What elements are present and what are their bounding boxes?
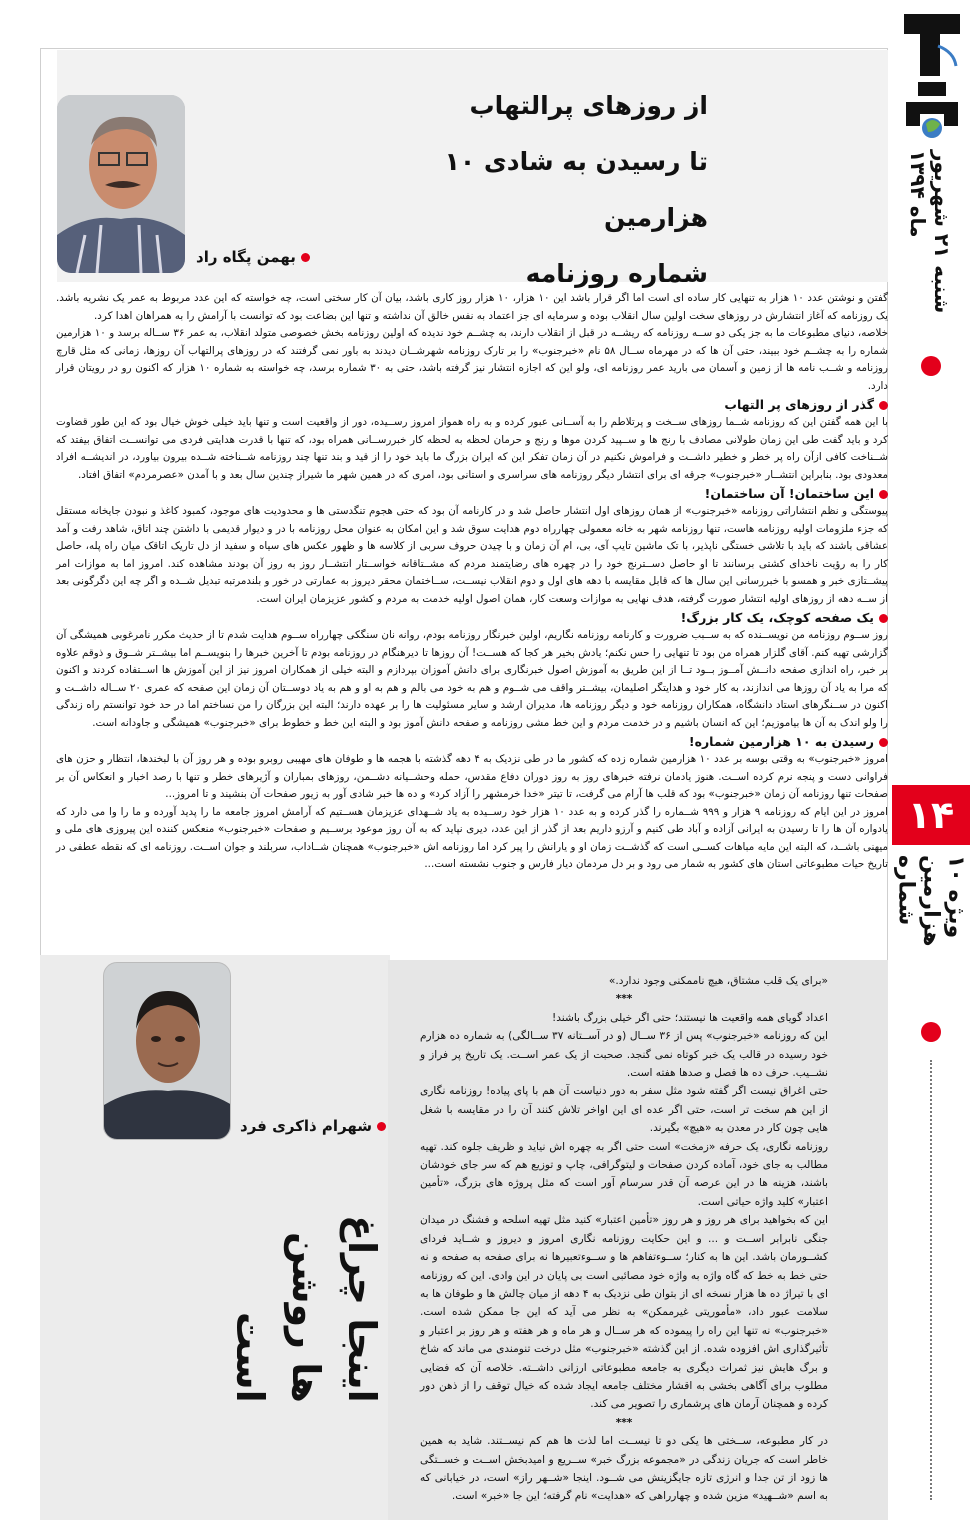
paragraph: در کار مطبوعه، ســختی ها یکی دو تا نیســت اما لذت ها هم کم نیســتند. شاید به همین خاطر است که جریان زندگی در «مجموعه بزرگ خبر» ســریع و امیدبخش اســت و خســتگی ها زود از تن جدا و انرژی تازه جایگزینش می شــود. اینجا «شــهر راز» است، در خیابانی که به اسم «شــهید» مزین شده و چهارراهی که «هدایت» نام گرفته؛ این جا «خبر» است. [420, 1435, 828, 1503]
column-text [420, 972, 828, 1506]
section-heading: رسیدن به ۱۰ هزارمین شماره! [56, 732, 888, 751]
paragraph: اعداد گویای همه واقعیت ها نیستند؛ حتی اگر خیلی بزرگ باشند! [551, 1011, 828, 1024]
author-byline [196, 248, 310, 266]
paragraph: این که بخواهید برای هر روز و هر روز «تأمین اعتبار» کنید مثل تهیه اسلحه و فشنگ در میدان جنگی نابرابر اســت و ... و این حکایت روزنامه نگاری امروز و دیروز و شــاید فردای کشــورمان باشد. این ها به کنار؛ ســوءتفاهم ها و ســوءتعبیرها نه برای صفحه به صفحه و نه حتی خط به خط که گاه واژه به واژه خود مصائبی است بی پایان در این وادی. این که روزنامه ای با تیراژ ده ها هزار نسخه ای از بتوان طی نزدیک به ۴ دهه از میان چالش ها و طوفان ها به سلامت عبور داد، «مأموریتی غیرممکن» به نظر می آید که این جا ممکن شده است. «خبرجنوب» نه تنها این راه را پیموده که هر ســال و هر ماه و هر هفته و هر روز بر اعتبار و تأثیرگذاری اش افزوده شده. از این گذشته «خبرجنوب» مثل درخت تنومندی می ماند که شاخ و برگ هایش نیز ثمرات دیگری به جامعه مطبوعاتی ارزانی داشــته. خلاصه آن که فضایی مطلوب برای آگاهی بخشی به اقشار مختلف جامعه ایجاد شده که خیال توقف را از ذهن دور کرده و همچنان آرمان های پرشماری را تصویر می کند. [420, 1214, 828, 1411]
author-photo [57, 95, 185, 273]
headline-line-3: شماره روزنامه [525, 259, 708, 288]
closing-paragraph: امروز در این ایام که روزنامه ۹ هزار و ۹۹۹ شــماره را گذر کرده و به عدد ۱۰ هزار خود رســیده به یاد شــهدای عزیزمان هســتیم که آرامش امروز جامعه ما را پدید آورده و ما را وا می دارد که یادواره آن ها را تا رسیدن به ایرانی آزاده و آباد طی کنیم و آرزو داریم بعد از گذر از این عدد، دیری نپاید که به آن روز موعود برســیم و صفحات «خبرجنوب» منعکس کننده این پیروزی های ملی و میهنی باشــد، که البته این مایه مباهات کســی است که گذشــت زمان او و یارانش را پیر کرد اما روزنامه اش «خبرجنوب» همچنان شــاداب، سربلند و جوان اســت. روزنامه ای که نقطه عطفی در تاریخ حیات مطبوعاتی استان های کشور به شمار می رود و بر دل مردمان دیار فارس و جنوب نشسته است... [56, 805, 888, 870]
section-heading: این ساختمان! آن ساختمان! [56, 484, 888, 503]
author-photo [103, 962, 231, 1140]
dotted-divider [930, 1060, 932, 1500]
author-name: شهرام ذاکری فرد [240, 1117, 373, 1135]
red-bullet-icon [377, 1122, 386, 1131]
headline [388, 78, 708, 302]
author-portrait-icon [57, 95, 185, 273]
quote-paragraph: «برای یک قلب مشتاق، هیچ ناممکنی وجود ندارد.» [608, 975, 828, 987]
headline-line-1: از روزهای پرالتهاب [469, 91, 708, 120]
paragraph: روزنامه نگاری، یک حرفه «زمخت» است حتی اگر به چهره اش نیاید و ظریف جلوه کند. تهیه مطالب به جای خود، آماده کردن صفحات و لیتوگرافی، چاپ و توزیع هم که سر جای خودشان باشند، هزینه ها در این عرصه آن قدر سرسام آور است که مثل پروژه های بزرگ، «تأمین اعتبار» کلید واژه حیاتی است. [420, 1140, 828, 1208]
page-number-badge: ۱۴ [892, 785, 970, 845]
red-bullet-icon [879, 738, 888, 747]
author-name: بهمن پگاه راد [196, 248, 296, 266]
author-portrait-icon [104, 963, 231, 1140]
intro-paragraph: خلاصه، دنیای مطبوعات ما به جز یکی دو ســه روزنامه که ریشــه در قبل از انقلاب دارند، به چشــم خود ندیده که اولین روزنامه بخش خصوصی متولد انقلاب، به عمر ۳۶ ســاله برسد و ۱۰ هزارمین شماره را به چشــم خود ببیند، حتی آن ها که در مهرماه ســال ۵۸ نام «خبرجنوب» را بر تارک روزنامه شهرشــان دیدند به باور نمی گرفتند که در روزهای پرالتهاب آن روزها، زمانی که مثل قارچ روزنامه و شــب نامه ها از زمین و آسمان می بارید عمر روزنامه ای، ولو این که اجازه انتشار نیز گرفته باشد، حتی به ۳۰ شماره برسد، چه خواسته به شماره ۱۰ هزار که اکنون رو در رویتان قرار دارد. [56, 327, 889, 392]
intro-paragraph: گفتن و نوشتن عدد ۱۰ هزار به تنهایی کار ساده ای است اما اگر قرار باشد این ۱۰ هزار، ۱۰ هزار روز کاری باشد، بیان آن کار سختی است، چه خواسته که این عدد مربوط به عمر یک نشریه باشد. یک روزنامه که آغاز انتشارش در روزهای سخت اولین سال انقلاب بوده و سرمایه ای جز اعتماد به نفس خالق آن نداشته و تنها این بضاعت بود که توانست با آرامش را به همراهان اهدا کرد. [56, 292, 888, 322]
paragraph: حتی اغراق نیست اگر گفته شود مثل سفر به دور دنیاست آن هم با پای پیاده! روزنامه نگاری از این هم سخت تر است، حتی اگر عده ای این اواخر تلاش کنند آن را در مقایسه با شغل هایی چون کار در معدن به «هیچ» بگیرند. [420, 1085, 828, 1135]
red-bullet-icon [879, 614, 888, 623]
red-bullet-icon [301, 253, 310, 262]
section-heading: یک صفحه کوچک، یک کار بزرگ! [56, 608, 888, 627]
separator-stars: *** [615, 1416, 633, 1429]
section-text: روز ســوم روزنامه من نویســنده که به ســبب ضرورت و کارنامه روزنامه نگاریم، اولین خبرنگار روزنامه بودم، روانه نان سنگکی چهارراه ســوم هدایت شدم تا از حدیث مکرر نامرغوبی همیشگی آن گزارشی تهیه کنم. آقای گلزار همراه من بود تا تنهایی را حس نکنم؛ یادش بخیر هر کجا که هســت! آن روزها تا دیرهنگام در روزنامه بودم تا آخرین خبرها را بنویســم اما بیشــتر شــوق و ذوقم علاوه بر خبر، راه اندازی صفحه دانــش آمــوز بــود تــا از این طریق به آموزش اصول خبرنگاری برای دانش آموزان بپردازم و البته خیلی از همکاران امروز نیز از این آموزش ها اســتفاده کردند و اکنون که مرا به یاد آن روزها می اندازند، به کار خود و هدایتگر اصلیمان، بیشــتر واقف می شــوم و هم به خود می بالم و هم به او و هم به یاد دوســتان آن زمان این صفحه که عمری ۲۰ ســاله داشــت و اکنون در ســنگرهای استاد دانشگاه، همکاران روزنامه خود و دیگر روزنامه ها، مدیران ارشد و سایر مسئولیت ها را بر عهده دارند؛ البته این بزرگان را من نساختم اما در حد خود توانستم راه زندگی را ولو اندک به آن ها بیاموزیم؛ این که انسان باشیم و در خدمت مردم و این خط مشی روزنامه و صفحه دانش آموز بود و البته این خط و خطوط برای «خبرجنوب» همیشگی و جاودانه است. [56, 629, 889, 729]
red-dot-icon [921, 1022, 941, 1042]
issue-date: شنبه ۲۱ شهریور ماه ۱۳۹۴ [906, 150, 954, 314]
paragraph: این که روزنامه «خبرجنوب» پس از ۳۶ ســال (و در آســتانه ۳۷ ســالگی) به شماره ده هزارم خود رسیده در قالب یک خبر کوتاه نمی گنجد. صحبت از یک عمر اســت. یک تاریخ پر فراز و نشــیب. حرف ده ها فصل و صدها هفته است. [420, 1030, 828, 1080]
section-text: امروز «خبرجنوب» به وقتی بوسه بر عدد ۱۰ هزارمین شماره زده که کشور ما در طی نزدیک به ۴ دهه گذشته با هجمه ها و طوفان های مهیبی روبرو بوده و هر روز آن با لبخندها، انتظار و حزن های فراوانی دست و پنجه نرم کرده اســت. هنوز یادمان نرفته خبرهای روز به روز دوران دفاع مقدس، حمله وحشــیانه دشــمن، روزهای بمباران و آژیرهای خطر و تنها با رصد اخبار و انعکاس آن بر صفحات تنها روزنامه آن زمان «خبرجنوب» بود که قلب ها آرام می گرفت، تا تیتر «خدا خرمشهر را آزاد کرد» و ده ها خبر شادی آور به زیور صفحات آن بنشیند و تا امروز... [56, 753, 889, 800]
red-bullet-icon [879, 401, 888, 410]
red-dot-icon [921, 356, 941, 376]
article-body [56, 290, 888, 874]
red-bullet-icon [879, 490, 888, 499]
headline-line-2: تا رسیدن به شادی ۱۰ هزارمین [444, 147, 708, 232]
author-byline [240, 1117, 386, 1135]
khabar-jonoob-logo-icon [896, 6, 968, 138]
special-issue-label: ویژه ۱۰ هزارمین شماره [893, 855, 969, 947]
right-rail [892, 0, 970, 1519]
separator-stars: *** [615, 993, 633, 1006]
section-text: پیوستگی و نظم انتشاراتی روزنامه «خبرجنوب» از همان روزهای اول انتشار حاصل شد و در کارنامه آن بود که حتی هجوم تنگدستی ها و محدودیت های موجود، کمبود کاغذ و نبودن جایخانه مستقل که جزء ملزومات اولیه روزنامه هاست، تنها روزنامه شهر به خانه معمولی چهارراه دوم هدایت سوق شد و این امکان به عنوان محل روزنامه با در و دیوار قدیمی با داشتن چند اتاق، شاهد رفت و آمد عشاقی باشند که باید با تلاشی خستگی ناپذیر، با تک ماشین تایپ آی، بی، ام آن زمان و با چیدن حروف سربی از کلاسه ها و ظهور عکس های سیاه و سفید از دل تاریک اتاقک میان راه پله، حاصل کار را به رؤیت ناخدای کشتی برسانند تا او حاصل دســترنج خود را در چهره های رضایتمند مردم که مشــتاقانه خواســتار انتشــار روز به روز آن بودند مشاهده کند. امروز اما به موازات امر پیشــتازی خبر و همسو با خبررسانی این سال ها که قابل مقایسه با دهه های اول و دوم انقلاب نیســت، ســاختمان محقر دیروز به عمارتی در خور و بلندمرتبه تبدیل شــده و اگر چه این دگرگونی بعد از ســه دهه از روزهای اولیه انتشار صورت گرفته، هدف نهایی به موازات وسعت کار، همان اصول اولیه خدمت به مردم و کشور عزیزمان ایران است. [56, 505, 888, 605]
article-title: اینجا چراغ ها روشن است [228, 1215, 384, 1403]
section-text: با این همه گفتن این که روزنامه شــما روزهای ســخت و پرتلاطم را به آســانی عبور کرده و به راه همواز امروز رســیده، دور از واقعیت است و تنها باید خیلی خوش خیال بود که این طور قضاوت کرد و باید گفت طی این زمان طولانی مصادف با رنج ها و ســپید کردن موها و رنج و حرمان لحظه به لحظه کار خبررســانی همراه بود، که تنها با قدرت هدایتی فردی می توانســت اتفاق بیفتد که شــناخت کافی ازآن راه پر خطر و خطیر داشــت و فراموش نکنیم در آن زمان تفکر این که ایران بزرگ ما باید خود را از قید و بند تنها چند روزنامه شــناخته شــده بیرون بیاورد، در اندیشــه افراد معدودی بود. بنابراین انتشــار «خبرجنوب» جرقه ای برای انتشار دیگر روزنامه های سراسری و استانی بود، امری که در همین شهر ما شیراز چندین سال بعد و با آمدن «عصرمردم» اتفاق افتاد. [56, 416, 888, 481]
section-heading: گذر از روزهای پر التهاب [56, 395, 888, 414]
